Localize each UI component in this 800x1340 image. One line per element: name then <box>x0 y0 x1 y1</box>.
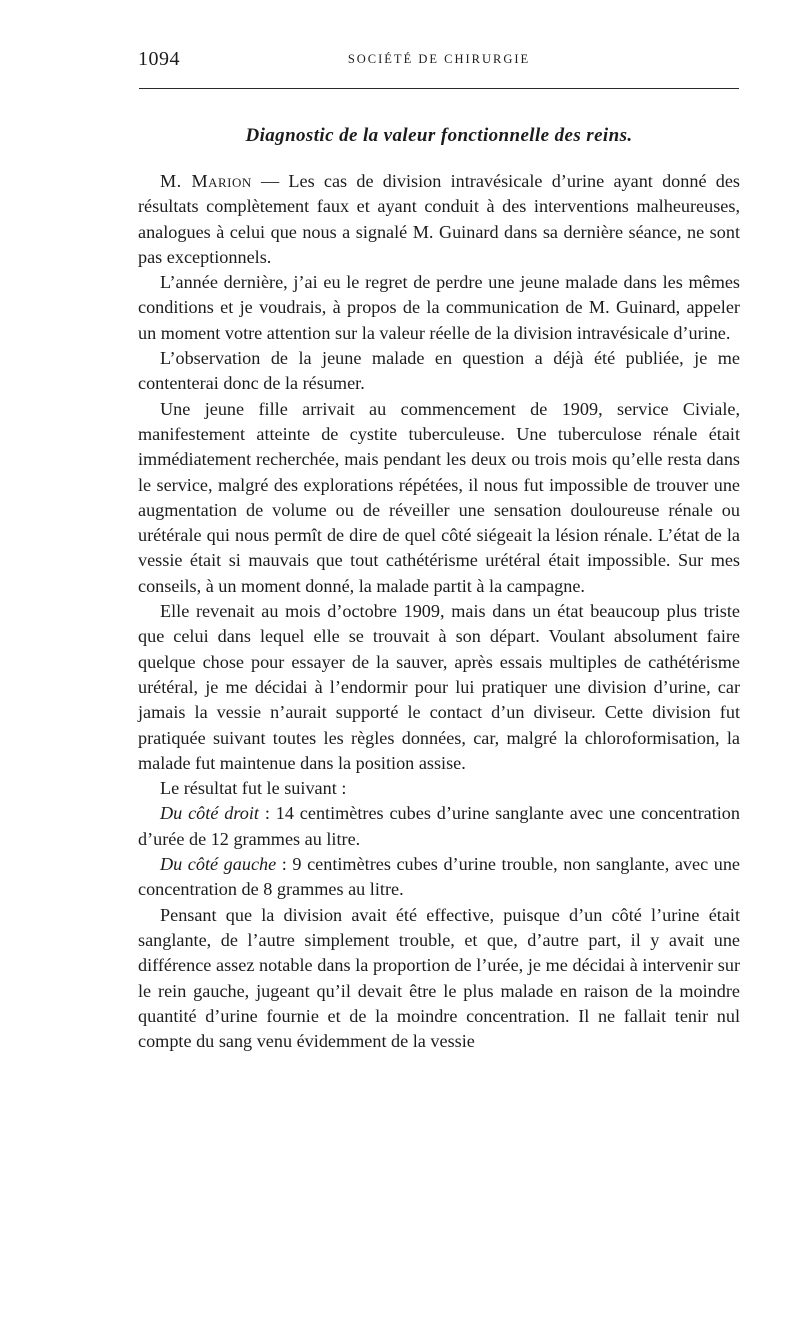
paragraph: Pensant que la division avait été effective, puisque d’un côté l’urine était sanglante, de l’autre simplement trouble, et que, d’autre part, il y avait une différence assez notable dans la proportion de l’urée, je me décidai à intervenir sur le rein gauche, jugeant qu’il devait être le plus malade en raison de la moindre quantité d’urine fournie et de la moindre concentration. Il ne fallait tenir nul compte du sang venu évidemment de la vessie <box>138 904 740 1052</box>
running-head <box>138 48 740 78</box>
paragraph: Une jeune fille arrivait au commencement de 1909, service Civiale, manifestement atteinte de cystite tuberculeuse. Une tuberculose rénale était immédiatement recherchée, mais pendant les deux ou trois mois qu’elle resta dans le service, malgré des explorations répétées, il nous fut impossible de trouver une augmentation de volume ou de réveiller une sensation douloureuse rénale ou urétérale qui nous permît de dire de quel côté siégeait la lésion rénale. L’état de la vessie était si mauvais que tout cathétérisme urétéral était impossible. Sur mes conseils, à un moment donné, la malade partit à la campagne. <box>138 398 740 596</box>
speaker-name: M. Marion <box>160 171 252 191</box>
body-text <box>138 169 740 1054</box>
paragraph <box>138 169 740 270</box>
journal-title: SOCIÉTÉ DE CHIRURGIE <box>347 52 531 66</box>
paragraph <box>138 852 740 903</box>
header-rule <box>139 88 739 89</box>
document-page <box>138 48 740 1054</box>
paragraph-text: : 14 centimètres cubes d’urine sanglante avec une concentration d’urée de 12 grammes au litre. <box>138 803 740 849</box>
paragraph <box>138 801 740 852</box>
paragraph: L’année dernière, j’ai eu le regret de perdre une jeune malade dans les mêmes conditions et je voudrais, à propos de la communication de M. Guinard, appeler un moment votre attention sur la valeur réelle de la division intravésicale d’urine. <box>138 272 740 343</box>
section-heading: Diagnostic de la valeur fonctionnelle des reins. <box>245 125 633 146</box>
paragraph-text: — Les cas de division intravésicale d’urine ayant donné des résultats complètement faux et ayant conduit à des interventions malheureuses, analogues à celui que nous a signalé M. Guinard dans sa dernière séance, ne sont pas exceptionnels. <box>138 171 740 267</box>
paragraph: Elle revenait au mois d’octobre 1909, mais dans un état beaucoup plus triste que celui dans lequel elle se trouvait à son départ. Voulant absolument faire quelque chose pour essayer de la sauver, après essais multiples de cathétérisme urétéral, je me décidai à l’endormir pour lui pratiquer une division d’urine, car jamais la vessie n’aurait supporté le contact d’un diviseur. Cette division fut pratiquée suivant toutes les règles données, car, malgré la chloroformisation, la malade fut maintenue dans la position assise. <box>138 601 740 773</box>
paragraph: Le résultat fut le suivant : <box>160 778 347 799</box>
page-number: 1094 <box>138 48 180 70</box>
paragraph-text: : 9 centimètres cubes d’urine trouble, non sanglante, avec une concentration de 8 grammes au litre. <box>138 854 741 900</box>
paragraph: L’observation de la jeune malade en question a déjà été publiée, je me contenterai donc de la résumer. <box>138 348 740 394</box>
result-label-right: Du côté droit <box>160 803 259 824</box>
result-label-left: Du côté gauche <box>160 854 277 875</box>
